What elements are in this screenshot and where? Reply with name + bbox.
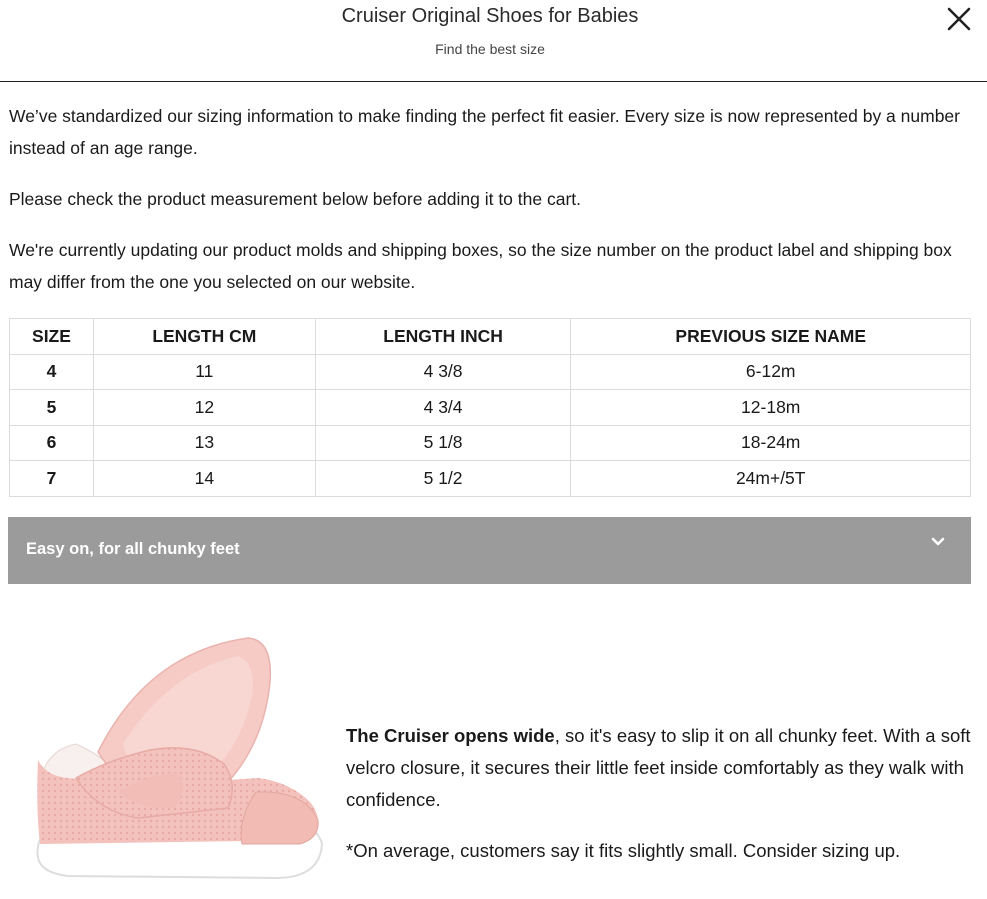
intro-paragraph: We're currently updating our product molds and shipping boxes, so the size number on the product label and shipping box may differ from the one you selected on our website. [9, 240, 952, 292]
feature-paragraph [346, 720, 976, 816]
chevron-down-icon[interactable] [930, 536, 946, 548]
length-inch-cell: 5 1/8 [315, 425, 571, 461]
feature-description [346, 720, 976, 886]
modal-title: Cruiser Original Shoes for Babies [341, 5, 639, 27]
length-cm-cell: 11 [93, 354, 315, 390]
pink-shoe-image [28, 632, 328, 882]
length-cm-cell: 12 [93, 390, 315, 426]
column-header-length-inch: LENGTH INCH [315, 319, 571, 355]
size-cell: 7 [10, 461, 94, 497]
intro-paragraph: Please check the product measurement below before adding it to the cart. [9, 189, 581, 209]
fit-note: *On average, customers say it fits slightly small. Consider sizing up. [346, 840, 901, 861]
table-row [10, 354, 971, 390]
length-cm-cell: 13 [93, 425, 315, 461]
table-row [10, 390, 971, 426]
column-header-length-cm: LENGTH CM [93, 319, 315, 355]
table-row [10, 461, 971, 497]
modal-header [0, 0, 987, 82]
length-inch-cell: 5 1/2 [315, 461, 571, 497]
length-inch-cell: 4 3/4 [315, 390, 571, 426]
previous-size-cell: 12-18m [571, 390, 971, 426]
accordion-easy-on[interactable] [8, 517, 971, 584]
length-cm-cell: 14 [93, 461, 315, 497]
table-header-row [10, 319, 971, 355]
previous-size-cell: 6-12m [571, 354, 971, 390]
previous-size-cell: 24m+/5T [571, 461, 971, 497]
size-chart-table [9, 318, 971, 497]
intro-paragraph: We’ve standardized our sizing information to make finding the perfect fit easier. Every size is now represented by a number instead of an age range. [9, 106, 960, 158]
size-cell: 4 [10, 354, 94, 390]
table-row [10, 425, 971, 461]
feature-bold-lead: The Cruiser opens wide [346, 725, 555, 746]
feature-text: , so it's easy to slip it on all chunky feet. With a soft velcro closure, it secures their little feet inside comfortably as they walk with confidence. [346, 725, 971, 810]
modal-subtitle: Find the best size [435, 41, 545, 57]
size-cell: 6 [10, 425, 94, 461]
column-header-size: SIZE [10, 319, 94, 355]
accordion-title: Easy on, for all chunky feet [26, 540, 240, 558]
close-icon[interactable] [944, 4, 974, 34]
previous-size-cell: 18-24m [571, 425, 971, 461]
size-cell: 5 [10, 390, 94, 426]
column-header-previous-size: PREVIOUS SIZE NAME [571, 319, 971, 355]
sizing-intro [9, 100, 974, 317]
length-inch-cell: 4 3/8 [315, 354, 571, 390]
close-button[interactable] [944, 4, 974, 34]
